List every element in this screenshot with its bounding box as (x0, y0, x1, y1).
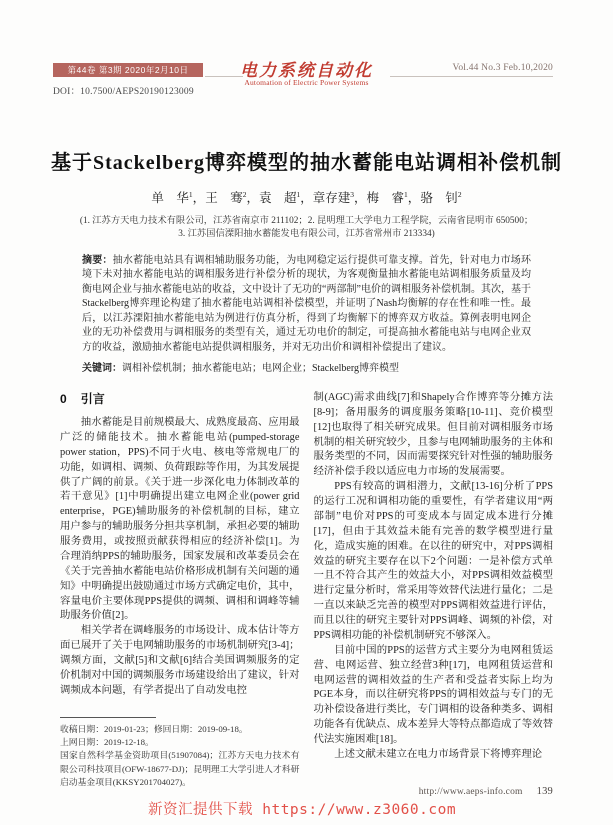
right-column (314, 391, 554, 789)
header-rule-right (390, 76, 553, 77)
page-footer (419, 786, 553, 797)
author-affil-sup: 2 (457, 189, 462, 199)
section-heading-introduction (60, 391, 300, 408)
body-paragraph: 相关学者在调峰服务的市场设计、成本估计等方面已展开了关于电网辅助服务的市场机制研究[3-4]；调频方面，文献[5]和文献[6]结合美国调频服务的定价机制对中国的调频服务市场建设给出了建议，针对调频成本问题，有学者提出了自动发电控 (60, 625, 300, 696)
author-line (60, 188, 553, 206)
download-watermark: 新资汇提供下载 https://www.z3060.com (148, 802, 457, 818)
keywords-label: 关键词： (82, 363, 122, 375)
abstract-paragraph (82, 254, 531, 356)
footnote-online-date: 上网日期：2019-12-18。 (60, 737, 154, 748)
affiliation-line: (1. 江苏方天电力技术有限公司，江苏省南京市 211102；2. 昆明理工大学电力工程学院，云南省昆明市 650500； (79, 216, 534, 226)
author-affil-sup: 1 (188, 189, 193, 199)
abstract-block (82, 254, 531, 377)
author: 单 华$^1$， (151, 189, 206, 205)
footnote-block (60, 717, 300, 789)
volume-info: Vol.44 No.3 Feb.10,2020 (452, 63, 553, 73)
body-columns (60, 391, 553, 789)
author-affil-sup: 1 (404, 189, 408, 199)
header-rule-left (205, 76, 243, 77)
affiliation-line: 3. 江苏国信溧阳抽水蓄能发电有限公司，江苏省常州市 213334) (178, 229, 435, 240)
body-paragraph: 抽水蓄能是目前规模最大、成熟度最高、应用最广泛的储能技术。抽水蓄能电站(pumped-storage power station，PPS)不同于火电、核电等常规电厂的功能，如调相、调频、负荷跟踪等作用，为其发展提供了广阔的前景。《关于进一步深化电力体制改革的若干意见》[1]中明确提出建立电网企业(power grid enterprise，PGE)辅助服务的补偿机制的目标，建立用户参与的辅助服务分担共享机制，承担必要的辅助服务费用，或按照贡献获得相应的经济补偿[1]。为合理消纳PPS的辅助服务，国家发展和改革委员会在《关于完善抽水蓄能电站价格形成机制有关问题的通知》中明确提出鼓励通过市场方式确定电价，其中，容量电价主要体现PPS提供的调频、调相和调峰等辅助服务价值[2]。 (60, 417, 300, 622)
body-paragraph: PPS有较高的调相潜力，文献[13-16]分析了PPS的运行工况和调相功能的重要性，有学者建议用“两部制”电价对PPS的可变成本与固定成本进行分摊[17]，但由于其效益未能有完善的数学模型进行量化，造成实施的困难。在以往的研究中，对PPS调相效益的研究主要存在以下2个问题：一是补偿方式单一且不符合其产生的效益大小，对PPS调相效益模型进行定量分析时，常采用等效替代法进行量化；二是一直以来缺乏完善的模型对PPS调相效益进行评估，而且以往的研究主要针对PPS调峰、调频的补偿，对PPS调相功能的补偿机制研究不够深入。 (313, 481, 553, 641)
issue-band: 第44卷 第3期 2020年2月10日 (53, 63, 203, 77)
author: 梅 睿$^1$， (366, 189, 421, 205)
footnote-received-date: 收稿日期：2019-01-23；修回日期：2019-09-18。 (60, 724, 248, 734)
journal-logo-subtitle: Automation of Electric Power Systems (244, 78, 369, 87)
author: 骆 钊$^2$ (420, 189, 462, 205)
body-paragraph: 制(AGC)需求曲线[7]和Shapely合作博弈等分摊方法[8-9]；备用服务的调度服务策略[10-11]、竞价模型[12]也取得了相关研究成果。但目前对调相服务市场机制的相关研究较少，且参与电网辅助服务的主体和服务类型的不同，因而需要探究针对性强的辅助服务经济补偿手段以适应电力市场的发展需要。 (313, 391, 553, 478)
doi-text: DOI：10.7500/AEPS20190123009 (53, 87, 194, 97)
author: 王 骞$^2$， (205, 189, 259, 205)
section-title: 引言 (80, 391, 105, 406)
journal-logo: 电力系统自动化 (240, 61, 373, 80)
author: 章存建$^3$， (312, 189, 367, 205)
keywords-line (82, 362, 531, 377)
section-number: 0 (60, 391, 67, 406)
abstract-label: 摘要： (82, 254, 113, 266)
affiliations (0, 215, 613, 242)
journal-url: http://www.aeps-info.com (418, 787, 523, 797)
body-paragraph: 目前中国的PPS的运营方式主要分为电网租赁运营、电网运营、独立经营3种[17]，电网租赁运营和电网运营的调相效益的生产者和受益者实际上均为PGE本身，而以往研究将PPS的调相效益与专门的无功补偿设备进行类比，专门调相的设备种类多、调相功能各有优缺点、成本差异大等特点都造成了等效替代法实施困难[18]。 (313, 644, 553, 746)
left-column (60, 391, 300, 789)
footnote-funding: 国家自然科学基金资助项目(51907084)；江苏方天电力技术有限公司科技项目(OFW-18677-DJ)；昆明理工大学引进人才科研启动基金项目(KKSY201704027)。 (60, 750, 300, 787)
author-affil-sup: 2 (242, 189, 247, 199)
author-affil-sup: 1 (296, 189, 301, 199)
journal-header (0, 0, 613, 112)
body-paragraph: 上述文献未建立在电力市场背景下将博弈理论 (334, 748, 543, 760)
author-affil-sup: 3 (350, 189, 355, 199)
author: 袁 超$^1$， (258, 189, 313, 205)
paper-title: 基于Stackelberg博弈模型的抽水蓄能电站调相补偿机制 (50, 152, 563, 174)
page-number: 139 (536, 786, 553, 797)
footnote-rule (60, 717, 156, 718)
keywords-text: 调相补偿机制；抽水蓄能电站；电网企业；Stackelberg博弈模型 (122, 363, 400, 375)
abstract-text: 抽水蓄能电站具有调相辅助服务功能，为电网稳定运行提供可靠支撑。首先，针对电力市场环境下未对抽水蓄能电站的调相服务进行补偿分析的现状，为客观衡量抽水蓄能电站调相服务质量及均衡电网企业与抽水蓄能电站的收益，文中设计了无功的“两部制”电价的调相服务补偿机制。其次，基于Stackelberg博弈理论构建了抽水蓄能电站调相补偿模型，并证明了Nash均衡解的存在性和唯一性。最后，以江苏溧阳抽水蓄能电站为例进行仿真分析，得到了均衡解下的博弈双方收益。算例表明电网企业的无功补偿费用与调相服务的类型有关，通过无功电价的制定，可提高抽水蓄能电站与电网企业双方的收益，激励抽水蓄能电站提供调相服务，并对无功出价和调相补偿提出了建议。 (82, 254, 532, 353)
